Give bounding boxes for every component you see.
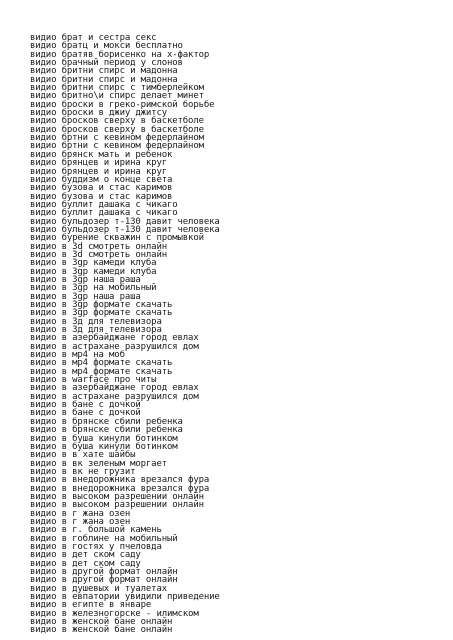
text-line: видио бульдозер т-130 давит человека <box>30 224 220 235</box>
text-line: видио в мр4 формате скачать <box>30 358 173 369</box>
text-line: видио буддизм о конце света <box>30 174 173 185</box>
text-line: видио в 3gp формате скачать <box>30 300 173 310</box>
text-line: видио в бане с дочкой <box>30 400 141 411</box>
text-line: видио бульдозер т-130 давит человека <box>30 216 220 227</box>
text-line: видио бурение скважин с промывкой <box>30 233 204 244</box>
text-line: видио в высоком разрешении онлайн <box>30 500 204 511</box>
text-line: видио в дет ском саду <box>30 550 141 561</box>
text-line: видио брянцев и ирина круг <box>30 158 167 169</box>
text-line: видио бритни спирс и мадонна <box>30 74 178 85</box>
text-line: видио брянцев и ирина круг <box>30 166 167 177</box>
text-line: видио в женской бане онлайн <box>30 617 173 628</box>
text-line: видио братц и мокси бесплатно <box>30 41 183 52</box>
text-line: видио в 3gp на мобильный <box>30 283 157 294</box>
text-line: видио бузова и стас каримов <box>30 191 173 202</box>
text-line: видио бртни с кевином федерлайном <box>30 133 204 144</box>
text-line: видио в азербайджане город евлах <box>30 333 199 344</box>
text-line: видио бросков сверху в баскетболе <box>30 116 204 127</box>
text-line: видио в буша кинули ботинком <box>30 433 178 444</box>
text-line: видио в вк не грузит <box>30 466 136 477</box>
text-line: видио в дет ском саду <box>30 558 141 569</box>
text-line: видио бритни спирс и мадонна <box>30 66 178 77</box>
text-line: видио брат и сестра секс <box>30 33 157 43</box>
document-page <box>30 34 440 635</box>
text-line: видио в 3gp наша раша <box>30 291 141 302</box>
text-line: видио в брянске сбили ребенка <box>30 416 183 427</box>
text-line: видио в астрахане разрушился дом <box>30 391 199 402</box>
text-line: видио в гоблине на мобильный <box>30 533 178 544</box>
text-line: видио буллит дашака с чикаго <box>30 208 178 219</box>
text-line: видио в 3gp формате скачать <box>30 308 173 319</box>
text-line: видио в 3d смотреть онлайн <box>30 241 167 252</box>
text-line: видио в египте в январе <box>30 600 152 611</box>
text-line: видио в в хате шайбы <box>30 450 136 461</box>
text-line: видио в астрахане разрушился дом <box>30 341 199 352</box>
text-line: видио бузова и стас каримов <box>30 183 173 194</box>
text-line: видио в другой формат онлайн <box>30 567 178 577</box>
text-line: видио в вк зеленым моргает <box>30 458 167 469</box>
text-line: видио в мр4 на моб <box>30 350 125 361</box>
text-line: видио брачный период у слонов <box>30 58 183 69</box>
text-line: видио в женской бане онлайн <box>30 625 173 636</box>
text-line: видио в г жана озен <box>30 516 131 527</box>
text-line: видио в внедорожника врезался фура <box>30 475 210 486</box>
text-line: видио броски в греко-римской борьбе <box>30 99 215 110</box>
text-line: видио в г. большой камень <box>30 525 162 536</box>
text-line: видио в железногорске - илимском <box>30 608 199 619</box>
text-line: видио в евпатории увидили приведение <box>30 592 220 603</box>
text-line: видио в брянске сбили ребенка <box>30 425 183 436</box>
text-line: видио бртни с кевином федерлайном <box>30 141 204 152</box>
text-line: видио в высоком разрешении онлайн <box>30 491 204 502</box>
text-line: видио в 3д для телевизора <box>30 325 162 336</box>
text-line: видио в г жана озен <box>30 508 131 519</box>
text-line: видио в гостях у пчеловда <box>30 541 162 552</box>
text-line: видио бритни спирс с тимберлейком <box>30 83 204 94</box>
text-line: видио бросков сверху в баскетболе <box>30 124 204 135</box>
text-line: видио в душевых и туалетах <box>30 583 167 594</box>
text-line: видио буллит дашака с чикаго <box>30 199 178 210</box>
text-line: видио в 3gp камеди клуба <box>30 258 157 269</box>
text-line: видио в warface про читы <box>30 375 157 386</box>
text-line: видио в 3gp камеди клуба <box>30 266 157 277</box>
text-line: видио в азербайджане город евлах <box>30 383 199 394</box>
text-line: видио в 3gp наша раша <box>30 274 141 285</box>
text-line: видио в 3d смотреть онлайн <box>30 249 167 260</box>
text-line: видио брянск мать и ребенок <box>30 149 173 160</box>
text-line: видио в внедорожника врезался фура <box>30 483 210 494</box>
text-line: видио в 3д для телевизора <box>30 316 162 327</box>
text-line: видио в буша кинули ботинком <box>30 441 178 452</box>
text-line: видио в мр4 формате скачать <box>30 366 173 377</box>
text-line: видио братяв борисенко на х-фактор <box>30 49 210 60</box>
text-line: видио в бане с дочкой <box>30 408 141 419</box>
text-line: видио в другой формат онлайн <box>30 575 178 586</box>
text-line: видио броски в джиу джитсу <box>30 108 167 119</box>
text-line: видио бритно\и спирс делает минет <box>30 91 204 102</box>
